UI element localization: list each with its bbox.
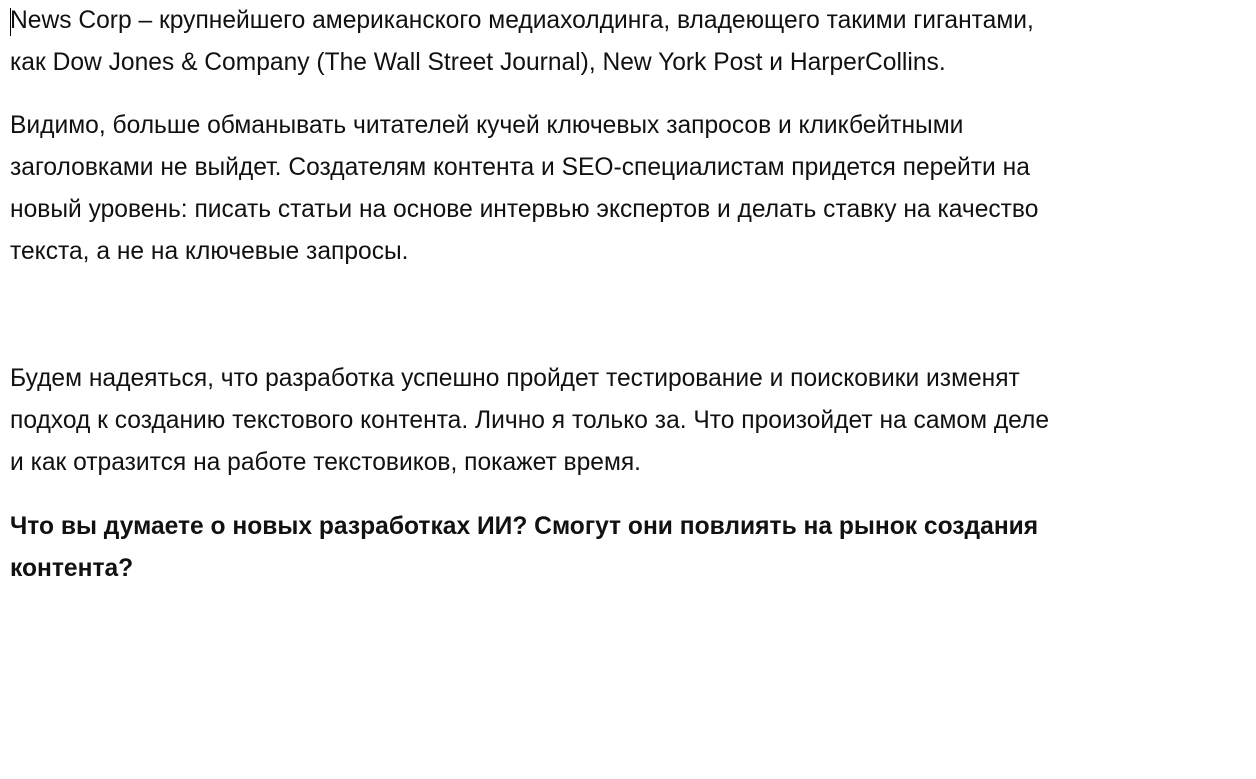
text-line: News Corp – крупнейшего американского медиахолдинга, владеющего такими гигантами,	[10, 7, 1034, 34]
text-line: текста, а не на ключевые запросы.	[10, 238, 409, 265]
paragraph-news-corp[interactable]	[10, 0, 1034, 84]
text-line: Видимо, больше обманывать читателей кучей ключевых запросов и кликбейтными	[10, 112, 964, 139]
text-line: заголовками не выйдет. Создателям контента и SEO-специалистам придется перейти на	[10, 154, 1030, 181]
text-line: подход к созданию текстового контента. Лично я только за. Что произойдет на самом деле	[10, 407, 1050, 434]
text-line: Будем надеяться, что разработка успешно пройдет тестирование и поисковики изменят	[10, 365, 1020, 392]
paragraph-seo[interactable]	[10, 105, 1038, 273]
text-line: как Dow Jones & Company (The Wall Street Journal), New York Post и HarperCollins.	[10, 49, 946, 76]
text-line: Что вы думаете о новых разработках ИИ? Смогут они повлиять на рынок создания	[10, 513, 1039, 540]
paragraph-question[interactable]	[10, 506, 1038, 590]
text-line: новый уровень: писать статьи на основе интервью экспертов и делать ставку на качество	[10, 196, 1039, 223]
text-line: и как отразится на работе текстовиков, покажет время.	[10, 449, 642, 476]
text-line: контента?	[10, 555, 134, 582]
paragraph-conclusion[interactable]	[10, 358, 1049, 484]
